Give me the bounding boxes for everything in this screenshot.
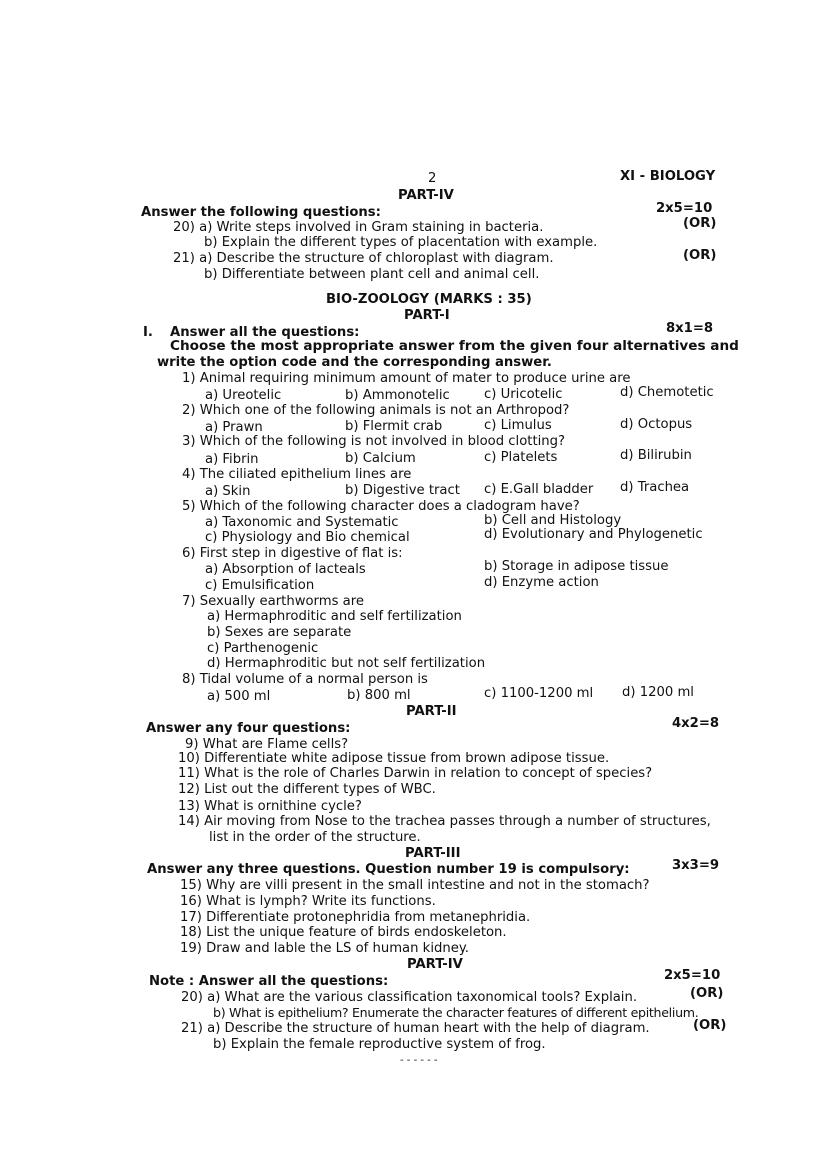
part1-roman: I. (143, 325, 153, 340)
q2-option-d: d) Octopus (620, 417, 693, 432)
part3-marks: 3x3=9 (672, 858, 720, 873)
q8-option-d: d) 1200 ml (622, 685, 694, 700)
q3-option-d: d) Bilirubin (620, 448, 692, 463)
part4-title: PART-IV (407, 957, 463, 972)
part2-title: PART-II (406, 704, 457, 719)
botany-q21a: 21) a) Describe the structure of chloroplast with diagram. (173, 251, 554, 266)
q3-text: 3) Which of the following is not involved in blood clotting? (182, 434, 566, 449)
zoology-title: BIO-ZOOLOGY (MARKS : 35) (326, 292, 532, 307)
q11: 11) What is the role of Charles Darwin in relation to concept of species? (178, 766, 653, 781)
q6-option-c: c) Emulsification (205, 578, 315, 593)
q8-option-c: c) 1100-1200 ml (484, 686, 594, 701)
q18: 18) List the unique feature of birds endoskeleton. (180, 925, 507, 940)
botany-q20a-or: (OR) (683, 216, 717, 231)
botany-q20a: 20) a) Write steps involved in Gram staining in bacteria. (173, 220, 544, 235)
q1-option-a: a) Ureotelic (205, 388, 282, 403)
q1-option-b: b) Ammonotelic (345, 388, 450, 403)
q8-text: 8) Tidal volume of a normal person is (182, 672, 428, 687)
q8-option-a: a) 500 ml (207, 689, 271, 704)
q1-text: 1) Animal requiring minimum amount of mater to produce urine are (182, 371, 631, 386)
part3-instruction: Answer any three questions. Question number 19 is compulsory: (147, 862, 630, 877)
q4-option-b: b) Digestive tract (345, 483, 460, 498)
page-number: 2 (428, 171, 437, 186)
q14-line2: list in the order of the structure. (209, 830, 421, 845)
q6-option-d: d) Enzyme action (484, 575, 599, 590)
q19: 19) Draw and lable the LS of human kidney. (180, 941, 469, 956)
q6-option-a: a) Absorption of lacteals (205, 562, 366, 577)
q5-option-d: d) Evolutionary and Phylogenetic (484, 527, 703, 542)
subject-label: XI - BIOLOGY (620, 169, 716, 184)
zoology-q21a: 21) a) Describe the structure of human heart with the help of diagram. (181, 1021, 650, 1036)
q4-text: 4) The ciliated epithelium lines are (182, 467, 412, 482)
botany-part4-instruction: Answer the following questions: (141, 205, 381, 220)
q13: 13) What is ornithine cycle? (178, 799, 362, 814)
part3-title: PART-III (405, 846, 461, 861)
q8-option-b: b) 800 ml (347, 688, 411, 703)
zoology-q20b: b) What is epithelium? Enumerate the character features of different epithelium. (213, 1005, 699, 1020)
q7-text: 7) Sexually earthworms are (182, 594, 364, 609)
q1-option-d: d) Chemotetic (620, 385, 714, 400)
q15: 15) Why are villi present in the small intestine and not in the stomach? (180, 878, 650, 893)
q12: 12) List out the different types of WBC. (178, 782, 436, 797)
part4-instruction: Note : Answer all the questions: (149, 974, 389, 989)
part1-instruction: Answer all the questions: (170, 325, 360, 340)
q5-text: 5) Which of the following character does a cladogram have? (182, 499, 580, 514)
q2-text: 2) Which one of the following animals is not an Arthropod? (182, 403, 570, 418)
q10: 10) Differentiate white adipose tissue from brown adipose tissue. (178, 751, 610, 766)
q7-option-c: c) Parthenogenic (207, 641, 319, 656)
end-mark: - - - - - - (400, 1055, 438, 1066)
q17: 17) Differentiate protonephridia from metanephridia. (180, 910, 531, 925)
q7-option-a: a) Hermaphroditic and self fertilization (207, 609, 462, 624)
q3-option-c: c) Platelets (484, 450, 558, 465)
part2-instruction: Answer any four questions: (146, 721, 351, 736)
q2-option-b: b) Flermit crab (345, 419, 443, 434)
botany-q21b: b) Differentiate between plant cell and animal cell. (204, 267, 540, 282)
zoology-q21b: b) Explain the female reproductive system of frog. (213, 1037, 546, 1052)
botany-q20b: b) Explain the different types of placentation with example. (204, 235, 598, 250)
botany-part4-marks: 2x5=10 (656, 201, 713, 216)
q4-option-d: d) Trachea (620, 480, 690, 495)
q16: 16) What is lymph? Write its functions. (180, 894, 436, 909)
part4-marks: 2x5=10 (664, 968, 721, 983)
zoology-q21a-or: (OR) (693, 1018, 727, 1033)
q4-option-a: a) Skin (205, 484, 251, 499)
q14-line1: 14) Air moving from Nose to the trachea passes through a number of structures, (178, 814, 711, 829)
q1-option-c: c) Uricotelic (484, 387, 563, 402)
zoology-q20a-or: (OR) (690, 986, 724, 1001)
part1-choose-line2: write the option code and the corresponding answer. (157, 355, 552, 370)
part2-marks: 4x2=8 (672, 716, 720, 731)
q9: 9) What are Flame cells? (185, 737, 349, 752)
q5-option-b: b) Cell and Histology (484, 513, 622, 528)
zoology-q20a: 20) a) What are the various classification taxonomical tools? Explain. (181, 990, 638, 1005)
q5-option-c: c) Physiology and Bio chemical (205, 530, 410, 545)
part1-choose-line1: Choose the most appropriate answer from the given four alternatives and (170, 338, 739, 354)
q6-text: 6) First step in digestive of flat is: (182, 546, 403, 561)
q2-option-a: a) Prawn (205, 420, 263, 435)
part1-marks: 8x1=8 (666, 321, 714, 336)
q2-option-c: c) Limulus (484, 418, 552, 433)
part1-title: PART-I (404, 308, 450, 323)
q5-option-a: a) Taxonomic and Systematic (205, 515, 399, 530)
q4-option-c: c) E.Gall bladder (484, 482, 594, 497)
q7-option-d: d) Hermaphroditic but not self fertilization (207, 656, 486, 671)
botany-q21a-or: (OR) (683, 248, 717, 263)
q3-option-b: b) Calcium (345, 451, 416, 466)
q7-option-b: b) Sexes are separate (207, 625, 352, 640)
botany-part4-title: PART-IV (398, 188, 454, 203)
q6-option-b: b) Storage in adipose tissue (484, 559, 669, 574)
q3-option-a: a) Fibrin (205, 452, 259, 467)
